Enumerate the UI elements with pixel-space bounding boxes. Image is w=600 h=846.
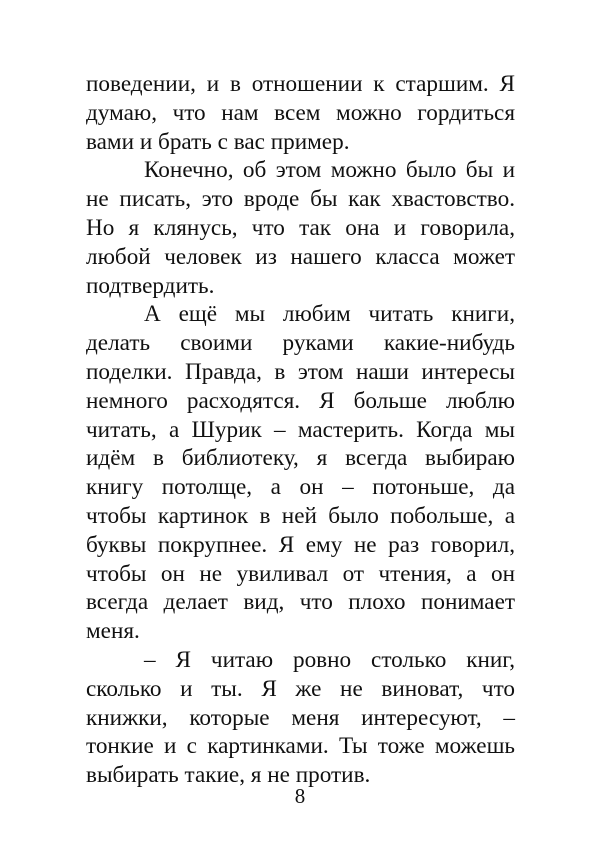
text-line: меня.: [86, 618, 140, 645]
text-line: думаю, что нам всем можно гордиться: [86, 99, 515, 126]
text-line: делать своими руками какие-нибудь: [86, 330, 515, 357]
text-line: буквы покрупнее. Я ему не раз говорил,: [86, 531, 515, 558]
text-line: идём в библиотеку, я всегда выбираю: [86, 445, 515, 472]
text-line: любой человек из нашего класса может: [86, 243, 515, 270]
text-line: А ещё мы любим читать книги,: [144, 301, 515, 328]
text-line: Но я клянусь, что так она и говорила,: [86, 214, 515, 241]
text-line: не писать, это вроде бы как хвастовство.: [86, 186, 515, 213]
paragraph: [86, 156, 515, 300]
paragraph: [86, 300, 515, 646]
text-line: – Я читаю ровно столько книг,: [144, 646, 515, 673]
paragraph: [86, 70, 515, 156]
text-line: всегда делает вид, что плохо понимает: [86, 589, 515, 616]
text-line: сколько и ты. Я же не виноват, что: [86, 675, 515, 702]
page-number: 8: [294, 784, 306, 808]
text-line: читать, а Шурик – мастерить. Когда мы: [86, 416, 515, 443]
text-line: поведении, и в отношении к старшим. Я: [86, 71, 515, 97]
text-line: вами и брать с вас пример.: [86, 128, 350, 155]
text-line: подтвердить.: [86, 272, 215, 299]
text-line: Конечно, об этом можно было бы и: [144, 157, 515, 184]
text-line: немного расходятся. Я больше люблю: [86, 387, 515, 414]
text-line: книжки, которые меня интересуют, –: [86, 704, 515, 731]
paragraph: [86, 646, 515, 790]
text-line: поделки. Правда, в этом наши интересы: [86, 358, 515, 385]
page-body: [86, 70, 515, 790]
text-line: чтобы картинок в ней было побольше, а: [86, 502, 515, 529]
text-line: чтобы он не увиливал от чтения, а он: [86, 560, 515, 587]
text-line: книгу потолще, а он – потоньше, да: [86, 474, 515, 501]
text-line: выбирать такие, я не против.: [86, 762, 371, 789]
text-line: тонкие и с картинками. Ты тоже можешь: [86, 733, 515, 760]
